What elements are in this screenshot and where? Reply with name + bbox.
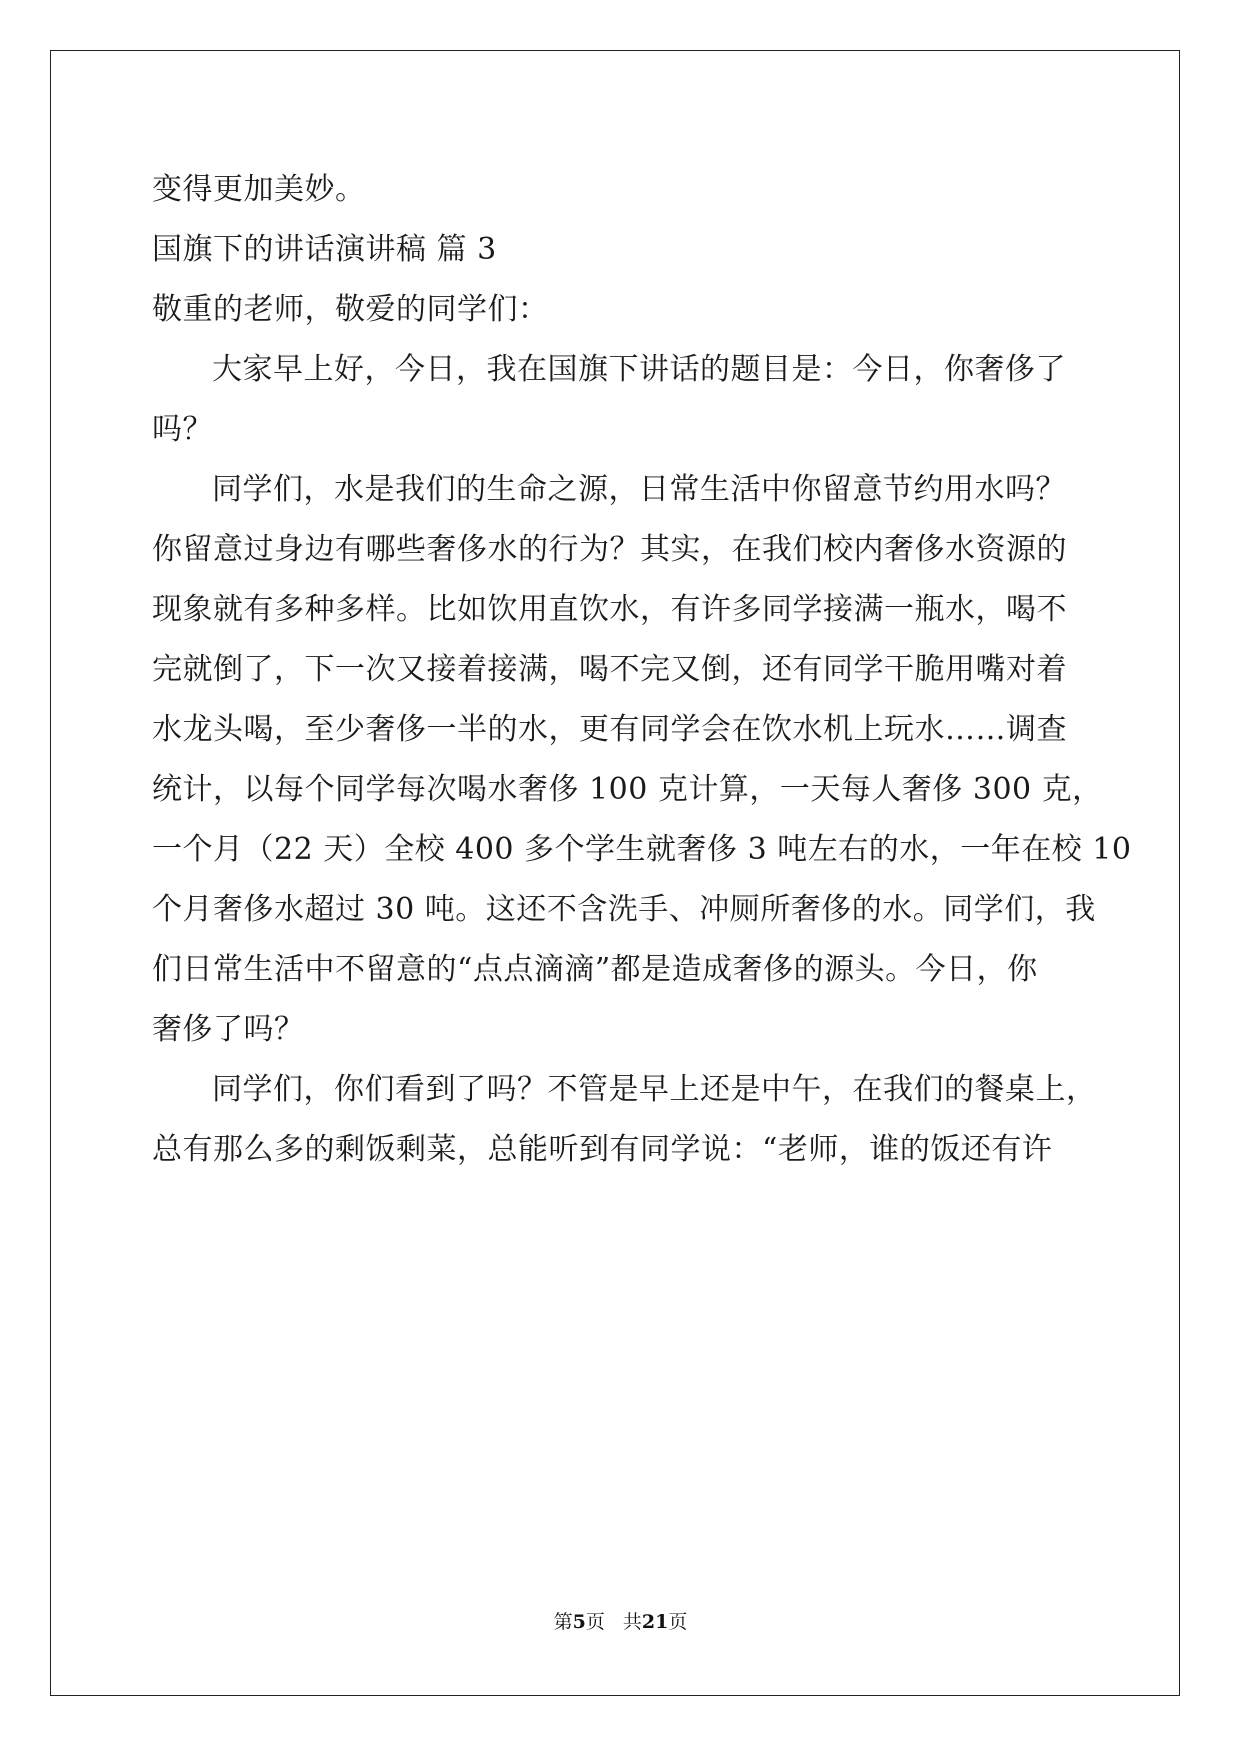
text-line: 总有那么多的剩饭剩菜，总能听到有同学说：“老师，谁的饭还有许 bbox=[152, 1132, 1053, 1167]
text-line: 大家早上好，今日，我在国旗下讲话的题目是：今日，你奢侈了 bbox=[212, 352, 1066, 387]
text-line: 们日常生活中不留意的“点点滴滴”都是造成奢侈的源头。今日，你 bbox=[152, 952, 1038, 987]
text-line: 变得更加美妙。 bbox=[152, 172, 366, 207]
text-line: 吗？ bbox=[152, 412, 213, 447]
document-body bbox=[152, 160, 1132, 1180]
text-line: 同学们，你们看到了吗？不管是早上还是中午，在我们的餐桌上， bbox=[212, 1072, 1097, 1107]
text-line: 你留意过身边有哪些奢侈水的行为？其实，在我们校内奢侈水资源的 bbox=[152, 532, 1067, 567]
text-line: 完就倒了，下一次又接着接满，喝不完又倒，还有同学干脆用嘴对着 bbox=[152, 652, 1067, 687]
page-number: 5 bbox=[572, 1611, 586, 1633]
text-line: 一个月（22 天）全校 400 多个学生就奢侈 3 吨左右的水，一年在校 10 bbox=[152, 832, 1132, 867]
page-footer bbox=[0, 1607, 1241, 1634]
text-line: 奢侈了吗？ bbox=[152, 1012, 305, 1047]
salutation: 敬重的老师，敬爱的同学们： bbox=[152, 292, 549, 327]
footer-prefix: 第 bbox=[553, 1611, 573, 1633]
text-line: 现象就有多种多样。比如饮用直饮水，有许多同学接满一瓶水，喝不 bbox=[152, 592, 1067, 627]
total-pages: 21 bbox=[641, 1611, 669, 1633]
text-line: 个月奢侈水超过 30 吨。这还不含洗手、冲厕所奢侈的水。同学们，我 bbox=[152, 892, 1096, 927]
footer-page-suffix: 页 bbox=[585, 1611, 605, 1633]
section-heading: 国旗下的讲话演讲稿 篇 3 bbox=[152, 232, 497, 267]
text-line: 同学们，水是我们的生命之源，日常生活中你留意节约用水吗？ bbox=[212, 472, 1066, 507]
text-line: 水龙头喝，至少奢侈一半的水，更有同学会在饮水机上玩水……调查 bbox=[152, 712, 1067, 747]
text-line: 统计，以每个同学每次喝水奢侈 100 克计算，一天每人奢侈 300 克， bbox=[152, 772, 1103, 807]
footer-total-prefix: 共 bbox=[622, 1611, 642, 1633]
footer-total-suffix: 页 bbox=[668, 1611, 688, 1633]
